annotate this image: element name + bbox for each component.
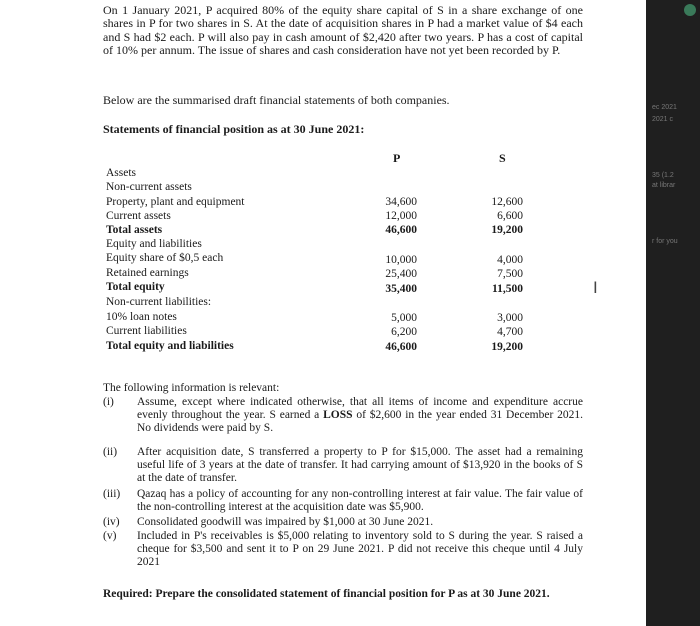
row-value-p: 25,400 [385,268,417,280]
row-label-total: Total equity [106,281,165,293]
row-value-p: 10,000 [385,254,417,266]
row-value-p: 12,000 [385,210,417,222]
row-label: Current assets [106,210,171,222]
row-value-p: 35,400 [385,283,417,295]
intro-paragraph: On 1 January 2021, P acquired 80% of the equity share capital of S in a share exchange of one shares in P for two shares in S. At the date of acquisition shares in P had a market value of $4 each and S had $2 each. P will also pay in cash amount of $2,420 after two years. P has a cost of capital of 10% per annum. The issue of shares and cash consideration have not yet been recorded by P. [103,3,583,58]
column-header-p: P [393,151,401,165]
row-value-s: 11,500 [492,283,523,295]
strip-text: 2021 c [652,116,674,123]
strip-text: ec 2021 [652,104,677,111]
list-item [103,446,583,485]
strip-text: r for you [652,238,678,245]
sofp-heading: Statements of financial position as at 30 June 2021: [103,122,365,136]
row-value-p: 46,600 [385,341,417,353]
info-heading: The following information is relevant: [103,382,280,394]
strip-text: at librar [652,182,676,189]
list-item [103,530,583,569]
row-value-s: 19,200 [491,341,523,353]
item-text: Qazaq has a policy of accounting for any non-controlling interest at fair value. The fair value of the non-controlling interest at the acquisition date was $5,900. [137,488,583,513]
row-value-s: 7,500 [497,268,523,280]
row-value-s: 3,000 [497,312,523,324]
list-item [103,488,583,514]
app-icon [684,4,696,16]
row-value-p: 5,000 [391,312,417,324]
item-text: Included in P's receivables is $5,000 relating to inventory sold to S during the year. S raised a cheque for $3,500 and sent it to P on 29 June 2021. P did not receive this cheque until 4 July 2021 [137,530,583,568]
column-header-s: S [499,151,506,165]
item-emphasis: LOSS [323,409,353,421]
background-window-strip [646,0,700,626]
row-value-s: 19,200 [491,224,523,236]
item-marker: (iv) [103,516,120,528]
row-label: Retained earnings [106,267,189,279]
item-text: After acquisition date, S transferred a property to P for $15,000. The asset had a remaining useful life of 3 years at the date of transfer. It had carrying amount of $13,920 in the books of S at the date of transfer. [137,446,583,484]
row-value-s: 12,600 [491,196,523,208]
row-value-s: 6,600 [497,210,523,222]
item-marker: (v) [103,530,117,542]
list-item [103,396,583,435]
row-label: Non-current assets [106,181,192,193]
item-marker: (ii) [103,446,118,458]
list-item [103,516,583,529]
row-label: Equity and liabilities [106,238,202,250]
strip-text: 35 (1.2 [652,172,674,179]
row-label: Assets [106,167,137,179]
row-value-s: 4,000 [497,254,523,266]
row-value-p: 34,600 [385,196,417,208]
row-label: Equity share of $0,5 each [106,252,224,264]
row-label: Current liabilities [106,325,187,337]
item-text-end: of $2,600 in the year ended 31 December 2021. No dividends were paid by S. [137,409,583,434]
row-label-total: Total equity and liabilities [106,340,234,352]
item-text: Consolidated goodwill was impaired by $1,000 at 30 June 2021. [137,516,434,528]
row-label: 10% loan notes [106,311,177,323]
text-cursor-icon: I [593,278,598,297]
required-text: Required: Prepare the consolidated statement of financial position for P as at 30 June 2021. [103,588,550,600]
row-label-total: Total assets [106,224,163,236]
row-label: Non-current liabilities: [106,296,212,308]
row-label: Property, plant and equipment [106,196,245,208]
row-value-p: 46,600 [385,224,417,236]
item-marker: (i) [103,396,114,408]
item-text: Assume, except where indicated otherwise, that all items of income and expenditure accrue evenly throughout the year. S earned a [137,396,583,421]
row-value-s: 4,700 [497,326,523,338]
row-value-p: 6,200 [391,326,417,338]
below-paragraph: Below are the summarised draft financial statements of both companies. [103,93,450,107]
item-marker: (iii) [103,488,121,500]
